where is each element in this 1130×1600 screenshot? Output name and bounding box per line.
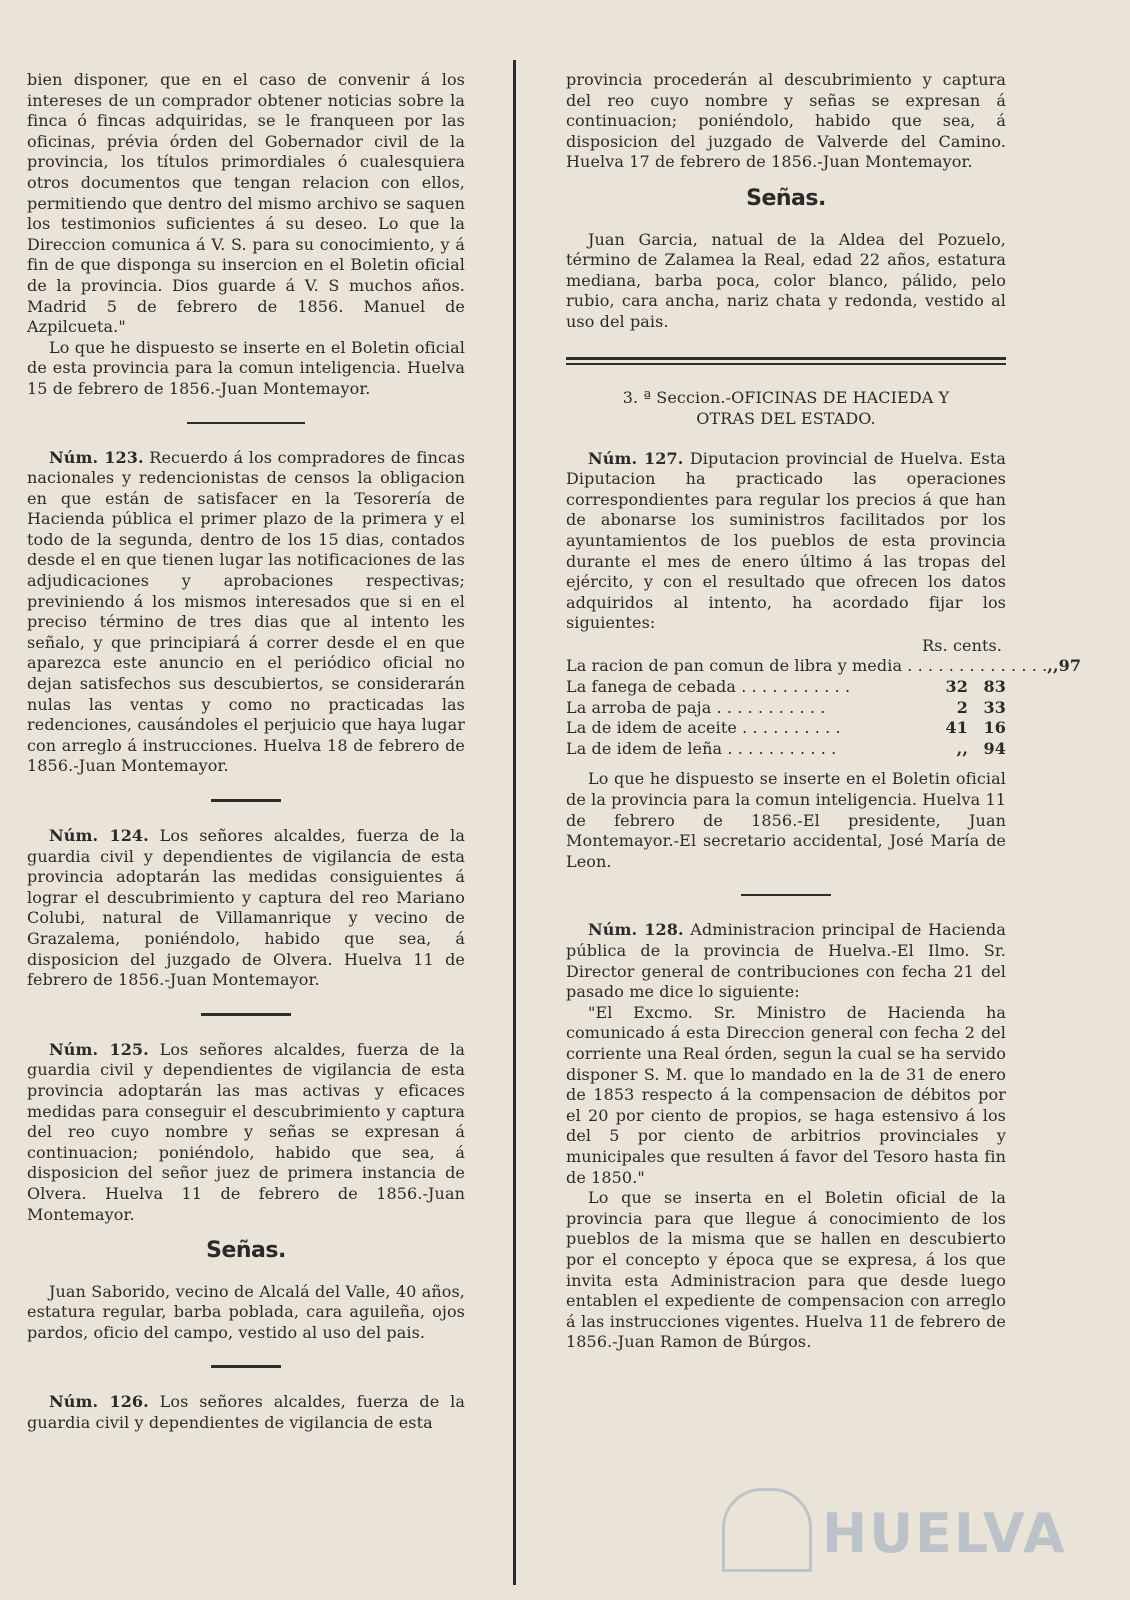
price-row — [566, 677, 1006, 698]
notice-number: Núm. 128. — [588, 920, 684, 940]
section-title-line: OTRAS DEL ESTADO. — [696, 408, 876, 428]
notice-126 — [27, 1392, 465, 1433]
notice-128-quote: "El Excmo. Sr. Ministro de Hacienda ha comunicado á esta Direccion general con fecha 2 del corriente una Real órden, segun la cual se ha servido disponer S. M. que lo mandado en la de 31 de enero de 1853 respecto á la compensacion de débitos por el 20 por ciento de propios, se haga estensivo á los del 5 por ciento de arbitrios provinciales y municipales que resulten á favor del Tesoro hasta fin de 1850." — [566, 1002, 1006, 1187]
archive-watermark — [722, 1478, 1067, 1568]
notice-text: Recuerdo á los compradores de fincas nacionales y redencionistas de censos la obligacion en que están de satisfacer en la Tesorería de Hacienda pública el primer plazo de la primera y el todo de la segunda, dentro de los 15 dias, contados desde el en que tienen lugar las notificaciones de las adjudicaciones y aprobaciones respectivas; previniendo á los mismos interesados que si en el preciso término de tres dias que al intento les señalo, y que principiará á correr desde el en que aparezca este anuncio en el periódico oficial no dejan satisfechos sus descubiertos, se considerarán nulas las ventas y como no practicadas las redenciones, causándoles el perjuicio que haya lugar con arreglo á instrucciones. Huelva 18 de febrero de 1856.-Juan Montemayor. — [27, 447, 466, 776]
notice-125 — [27, 1040, 465, 1225]
price-row — [566, 739, 1006, 760]
separator-rule — [211, 799, 281, 802]
price-reales: 2 — [956, 697, 968, 717]
price-label: La fanega de cebada . . . . . . . . . . . — [566, 677, 851, 697]
notice-124 — [27, 826, 465, 991]
price-cents: 83 — [983, 677, 1006, 697]
paragraph-insert-notice: Lo que he dispuesto se inserte en el Boletin oficial de esta provincia para la comun inteligencia. Huelva 15 de febrero de 1856.-Juan Montemayor. — [27, 337, 465, 398]
price-cents: 33 — [983, 697, 1006, 717]
notice-text: Diputacion provincial de Huelva. Esta Diputacion ha practicado las operaciones correspondientes para regular los precios á que han de abonarse los suministros facilitados por los ayuntamientos de los pueblos de esta provincia durante el mes de enero último á las tropas del ejército, y con el resultado que ofrecen los datos adquiridos al intento, ha acordado fijar los siguientes: — [566, 448, 1006, 633]
price-label: La de idem de leña . . . . . . . . . . . — [566, 738, 837, 758]
price-table-header: Rs. cents. — [922, 635, 1002, 655]
notice-123 — [27, 448, 465, 778]
watermark-emblem-icon — [722, 1488, 812, 1572]
column-divider — [513, 60, 516, 1585]
price-label: La arroba de paja . . . . . . . . . . . — [566, 697, 826, 717]
price-cents: 97 — [1058, 656, 1082, 676]
notice-128-end: Lo que se inserta en el Boletin oficial de la provincia para que llegue á conocimiento de los pueblos de la misma que se hallen en descubierto por el concepto y época que se expresa, á los que invita esta Administracion para que desde luego entablen el expediente de compensacion con arreglo á las instrucciones vigentes. Huelva 11 de febrero de 1856.-Juan Ramon de Búrgos. — [566, 1188, 1006, 1352]
price-reales: ,, — [956, 738, 968, 758]
price-cents: 16 — [983, 718, 1006, 738]
notice-text: Los señores alcaldes, fuerza de la guardia civil y dependientes de vigilancia de esta provincia adoptarán las mas activas y eficaces medidas para conseguir el descubrimiento y captura del reo cuyo nombre y señas se expresan á continuacion; poniéndolo, habido que sea, á disposicion del señor juez de primera instancia de Olvera. Huelva 11 de febrero de 1856.-Juan Montemayor. — [27, 1039, 465, 1224]
notice-number: Núm. 124. — [49, 826, 149, 845]
notice-number: Núm. 125. — [49, 1039, 149, 1059]
paragraph-insert-notice: Lo que he dispuesto se inserte en el Boletin oficial de la provincia para la comun inteligencia. Huelva 11 de febrero de 1856.-El presidente, Juan Montemayor.-El secretario accidental, José María de Leon. — [566, 769, 1007, 871]
price-table — [566, 635, 1082, 760]
price-reales: 32 — [945, 677, 968, 697]
separator-rule — [201, 1013, 291, 1016]
price-cents: 94 — [983, 738, 1006, 758]
price-label: La racion de pan comun de libra y media . . . . . . . . . . . . . . — [566, 656, 1048, 676]
separator-rule — [187, 422, 305, 424]
section-double-rule — [566, 357, 1006, 365]
senas-heading: Señas. — [746, 185, 826, 211]
price-label: La de idem de aceite . . . . . . . . . . — [566, 718, 841, 738]
price-reales: ,, — [1047, 656, 1059, 676]
price-row — [566, 718, 1006, 739]
notice-number: Núm. 126. — [49, 1392, 149, 1412]
senas-description: Juan Saborido, vecino de Alcalá del Valle, 40 años, estatura regular, barba poblada, cara aguileña, ojos pardos, oficio del campo, vestido al uso del pais. — [27, 1281, 465, 1342]
price-row — [566, 656, 1082, 677]
notice-number: Núm. 123. — [49, 447, 144, 467]
notice-text: Administracion principal de Hacienda pública de la provincia de Huelva.-El Ilmo. Sr. Director general de contribuciones con fecha 21 del pasado me dice lo siguiente: — [566, 920, 1006, 1002]
section-title-line: 3. ª Seccion.-OFICINAS DE HACIEDA Y — [622, 387, 950, 407]
separator-rule — [741, 894, 831, 896]
senas-heading: Señas. — [206, 1238, 286, 1264]
notice-text: Los señores alcaldes, fuerza de la guardia civil y dependientes de vigilancia de esta provincia adoptarán las medidas consiguientes á lograr el descubrimiento y captura del reo Mariano Colubi, natural de Villamanrique y vecino de Grazalema, poniéndolo, habido que sea, á disposicion del juzgado de Olvera. Huelva 11 de febrero de 1856.-Juan Montemayor. — [27, 826, 465, 990]
price-reales: 41 — [945, 718, 968, 738]
price-row — [566, 698, 1006, 719]
notice-128 — [566, 920, 1006, 1002]
watermark-word: HUELVA — [822, 1502, 1067, 1565]
paragraph-continuation: provincia procederán al descubrimiento y captura del reo cuyo nombre y señas se expresan á continuacion; poniéndolo, habido que sea, á disposicion del juzgado de Valverde del Camino. Huelva 17 de febrero de 1856.-Juan Montemayor. — [566, 70, 1006, 172]
right-column — [566, 70, 1082, 1353]
notice-text: Los señores alcaldes, fuerza de la guardia civil y dependientes de vigilancia de esta — [27, 1392, 465, 1433]
notice-127 — [566, 449, 1006, 634]
left-column — [27, 70, 465, 1434]
section-title — [566, 387, 1006, 429]
senas-description: Juan Garcia, natual de la Aldea del Pozuelo, término de Zalamea la Real, edad 22 años, estatura mediana, barba poca, color blanco, pálido, pelo rubio, cara ancha, nariz chata y redonda, vestido al uso del pais. — [566, 229, 1006, 331]
separator-rule — [211, 1365, 281, 1368]
paragraph-continuation: bien disponer, que en el caso de convenir á los intereses de un comprador obtener noticias sobre la finca ó fincas adquiridas, se le franqueen por las oficinas, prévia órden del Gobernador civil de la provincia, los títulos primordiales ó cualesquiera otros documentos que tengan relacion con ellos, permitiendo que dentro del mismo archivo se saquen los testimonios suficientes á su deseo. Lo que la Direccion comunica á V. S. para su conocimiento, y á fin de que disponga su insercion en el Boletin oficial de la provincia. Dios guarde á V. S muchos años. Madrid 5 de febrero de 1856. Manuel de Azpilcueta." — [27, 70, 465, 337]
notice-number: Núm. 127. — [588, 448, 684, 468]
